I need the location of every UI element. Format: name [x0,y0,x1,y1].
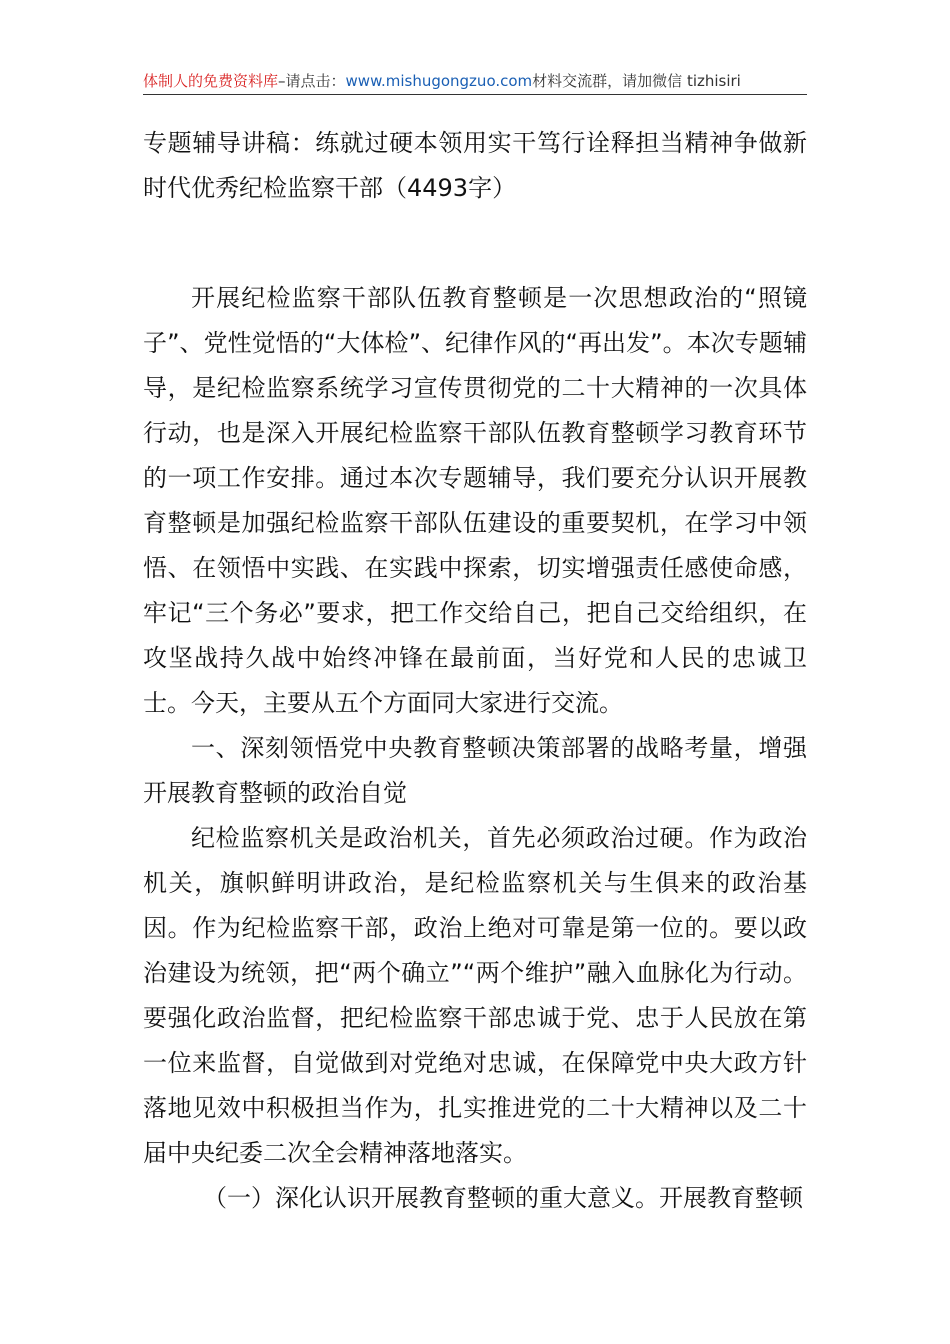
header-brand: 体制人的免费资料库 [143,72,279,90]
header-prompt: –请点击： [278,72,346,90]
document-title: 专题辅导讲稿：练就过硬本领用实干笃行诠释担当精神争做新时代优秀纪检监察干部（4493字） [143,129,807,202]
paragraph-intro: 开展纪检监察干部队伍教育整顿是一次思想政治的“照镜子”、党性觉悟的“大体检”、纪律作风的“再出发”。本次专题辅导，是纪检监察系统学习宣传贯彻党的二十大精神的一次具体行动，也是深入开展纪检监察干部队伍教育整顿学习教育环节的一项工作安排。通过本次专题辅导，我们要充分认识开展教育整顿是加强纪检监察干部队伍建设的重要契机，在学习中领悟、在领悟中实践、在实践中探索，切实增强责任感使命感，牢记“三个务必”要求，把工作交给自己，把自己交给组织，在攻坚战持久战中始终冲锋在最前面，当好党和人民的忠诚卫士。今天，主要从五个方面同大家进行交流。 [143,284,807,717]
subsection-heading-1: （一）深化认识开展教育整顿的重大意义。开展教育整顿 [203,1184,803,1212]
header-note: 材料交流群，请加微信 tizhisiri [532,72,741,90]
header-link[interactable]: www.mishugongzuo.com [345,72,533,90]
paragraph-political: 纪检监察机关是政治机关，首先必须政治过硬。作为政治机关，旗帜鲜明讲政治，是纪检监察机关与生俱来的政治基因。作为纪检监察干部，政治上绝对可靠是第一位的。要以政治建设为统领，把“两个确立”“两个维护”融入血脉化为行动。要强化政治监督，把纪检监察干部忠诚于党、忠于人民放在第一位来监督，自觉做到对党绝对忠诚，在保障党中央大政方针落地见效中积极担当作为，扎实推进党的二十大精神以及二十届中央纪委二次全会精神落地落实。 [143,824,807,1167]
title-spacer [143,211,807,276]
page-header [143,68,807,95]
section-heading-1: 一、深刻领悟党中央教育整顿决策部署的战略考量，增强开展教育整顿的政治自觉 [143,734,807,807]
document-body [143,121,807,1221]
